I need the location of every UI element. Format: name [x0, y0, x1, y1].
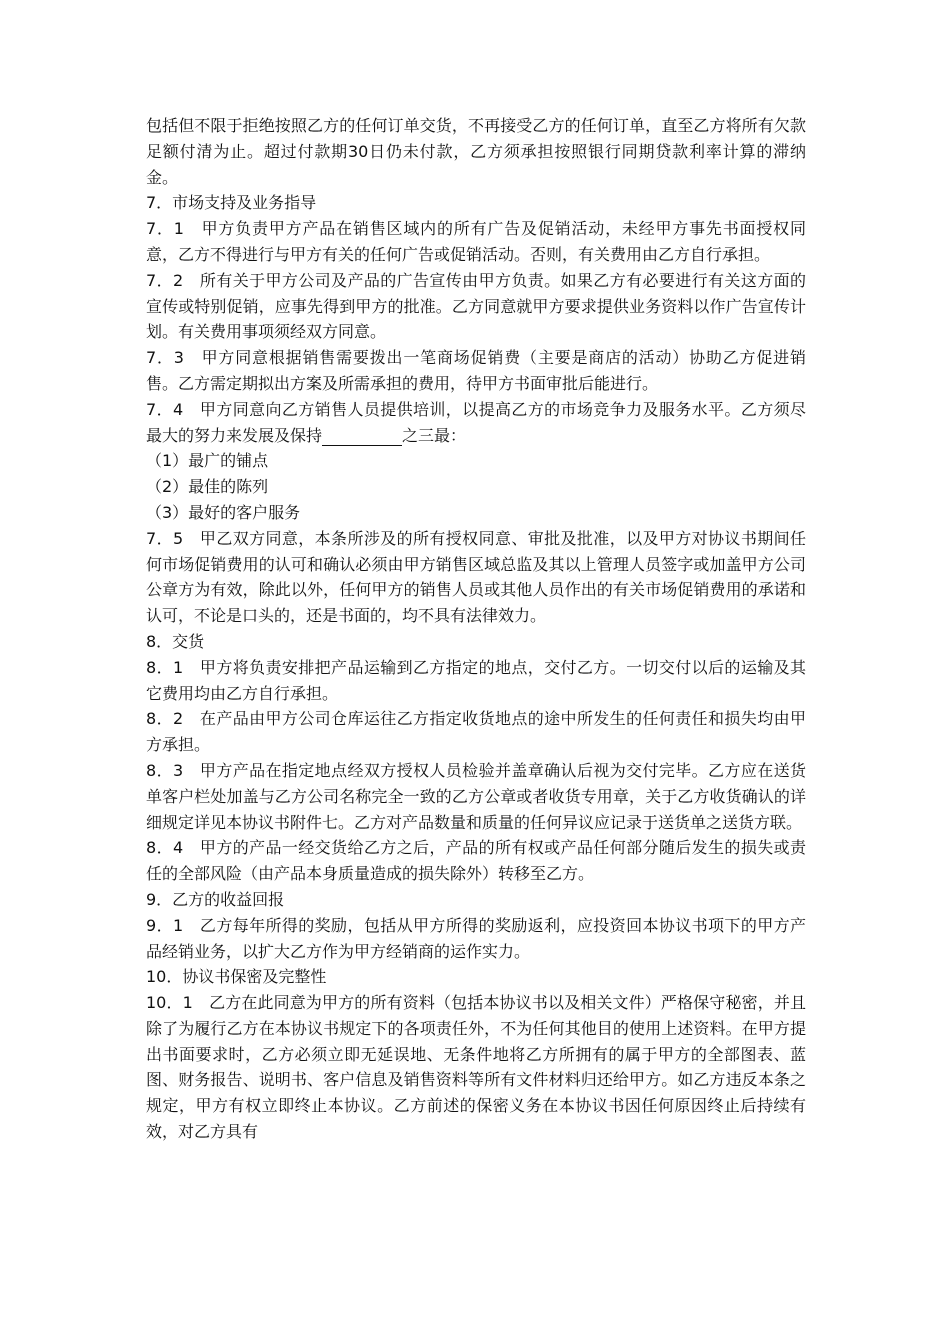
fill-in-blank: [322, 427, 402, 446]
section-heading-9: 9．乙方的收益回报: [146, 889, 285, 909]
clause-7-4: [146, 397, 806, 449]
document-page: [146, 113, 806, 1145]
clause-10-1: 10．1 乙方在此同意为甲方的所有资料（包括本协议书以及相关文件）严格保守秘密，并且除了为履行乙方在本协议书规定下的各项责任外，不为任何其他目的使用上述资料。在甲方提出书面要求时，乙方必须立即无延误地、无条件地将乙方所拥有的属于甲方的全部图表、蓝图、财务报告、说明书、客户信息及销售资料等所有文件材料归还给甲方。如乙方违反本条之规定，甲方有权立即终止本协议。乙方前述的保密义务在本协议书因任何原因终止后持续有效，对乙方具有: [146, 993, 806, 1142]
section-heading-8: 8．交货: [146, 631, 205, 651]
clause-8-1: 8．1 甲方将负责安排把产品运输到乙方指定的地点，交付乙方。一切交付以后的运输及其它费用均由乙方自行承担。: [146, 657, 806, 703]
list-item-1: （1）最广的铺点: [146, 451, 269, 471]
section-heading-10: 10．协议书保密及完整性: [146, 967, 327, 987]
clause-7-2: 7．2 所有关于甲方公司及产品的广告宣传由甲方负责。如果乙方有必要进行有关这方面的宣传或特别促销，应事先得到甲方的批准。乙方同意就甲方要求提供业务资料以作广告宣传计划。有关费用事项须经双方同意。: [146, 270, 806, 342]
clause-7-5: 7．5 甲乙双方同意，本条所涉及的所有授权同意、审批及批准，以及甲方对协议书期间任何市场促销费用的认可和确认必须由甲方销售区域总监及其以上管理人员签字或加盖甲方公司公章方为有效，除此以外，任何甲方的销售人员或其他人员作出的有关市场促销费用的承诺和认可，不论是口头的，还是书面的，均不具有法律效力。: [146, 528, 806, 626]
clause-8-3: 8．3 甲方产品在指定地点经双方授权人员检验并盖章确认后视为交付完毕。乙方应在送货单客户栏处加盖与乙方公司名称完全一致的乙方公章或者收货专用章，关于乙方收货确认的详细规定详见本协议书附件七。乙方对产品数量和质量的任何异议应记录于送货单之送货方联。: [146, 760, 806, 832]
clause-8-2: 8．2 在产品由甲方公司仓库运往乙方指定收货地点的途中所发生的任何责任和损失均由甲方承担。: [146, 709, 806, 755]
clause-7-3: 7．3 甲方同意根据销售需要拨出一笔商场促销费（主要是商店的活动）协助乙方促进销售。乙方需定期拟出方案及所需承担的费用，待甲方书面审批后能进行。: [146, 348, 806, 393]
list-item-3: （3）最好的客户服务: [146, 502, 301, 522]
clause-8-4: 8．4 甲方的产品一经交货给乙方之后，产品的所有权或产品任何部分随后发生的损失或责任的全部风险（由产品本身质量造成的损失除外）转移至乙方。: [146, 838, 806, 884]
clause-7-1: 7．1 甲方负责甲方产品在销售区域内的所有广告及促销活动，未经甲方事先书面授权同意，乙方不得进行与甲方有关的任何广告或促销活动。否则，有关费用由乙方自行承担。: [146, 219, 806, 264]
paragraph-payment-continued: 包括但不限于拒绝按照乙方的任何订单交货，不再接受乙方的任何订单，直至乙方将所有欠款足额付清为止。超过付款期30日仍未付款，乙方须承担按照银行同期贷款利率计算的滞纳金。: [146, 116, 806, 187]
clause-9-1: 9．1 乙方每年所得的奖励，包括从甲方所得的奖励返利，应投资回本协议书项下的甲方产品经销业务，以扩大乙方作为甲方经销商的运作实力。: [146, 915, 806, 961]
section-heading-7: 7．市场支持及业务指导: [146, 193, 317, 213]
clause-7-4-text-end: 之三最：: [402, 425, 467, 445]
list-item-2: （2）最佳的陈列: [146, 477, 269, 497]
clause-7-4-text: 7．4 甲方同意向乙方销售人员提供培训，以提高乙方的市场竞争力及服务水平。乙方须尽最大的努力来发展及保持: [146, 399, 806, 445]
